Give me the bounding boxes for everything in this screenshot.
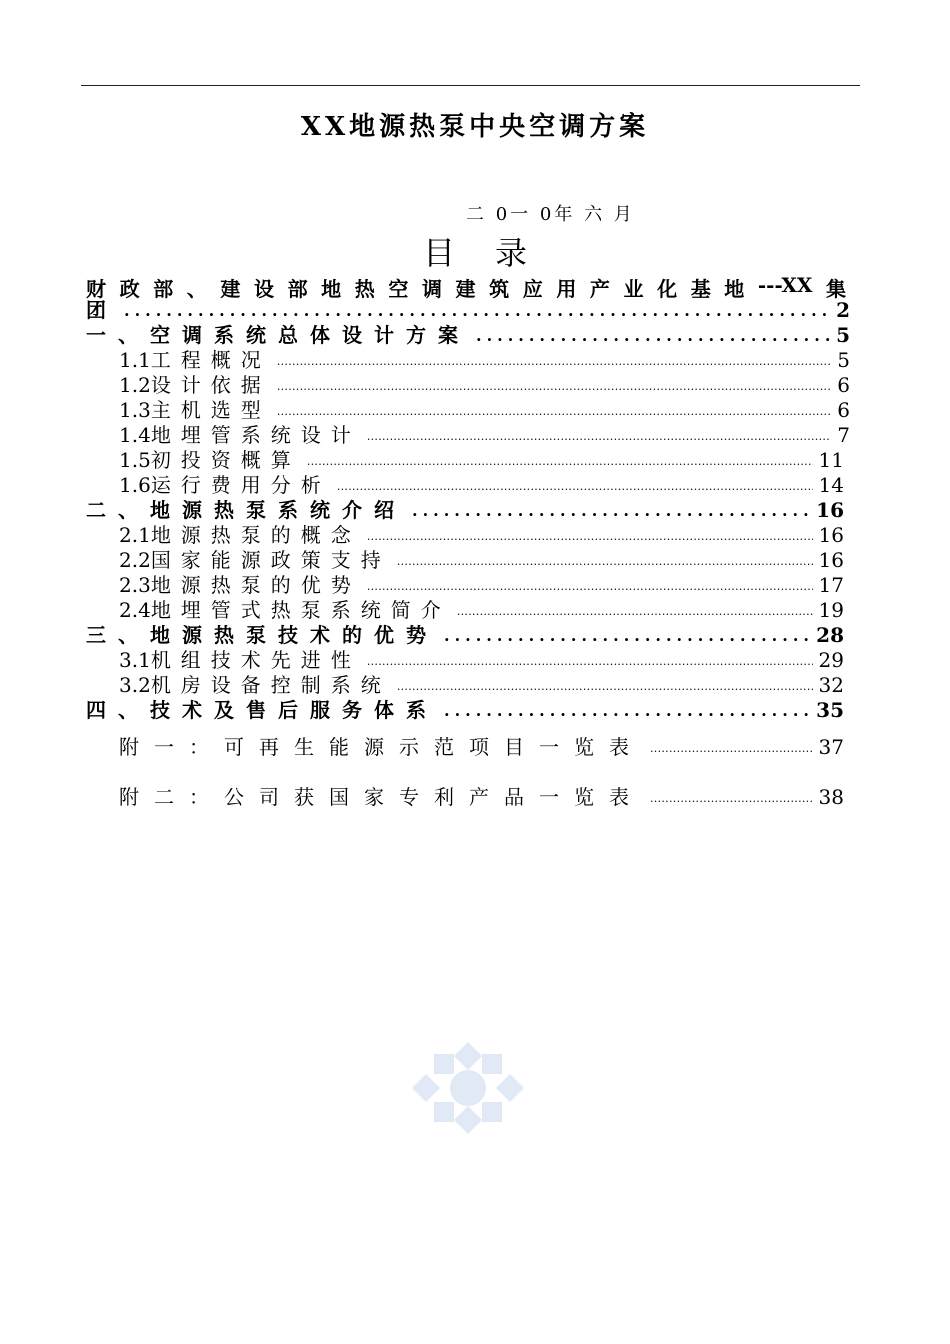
toc-page-number: 16 — [818, 523, 844, 547]
toc-heading-char: 、 — [186, 277, 207, 301]
toc-entry-label — [119, 573, 361, 598]
toc-page-number: 37 — [818, 735, 844, 759]
toc-entry-text: 四、技术及售后服务体系 — [86, 698, 438, 722]
toc-page-number: 38 — [818, 785, 844, 809]
toc-section-entry[interactable] — [119, 673, 844, 698]
toc-leader-dots — [277, 349, 831, 373]
toc-leader-dots — [650, 786, 813, 810]
toc-entry-label — [119, 373, 271, 398]
toc-heading-char: 部 — [153, 277, 174, 301]
toc-entry-text: 地埋管式热泵系统简介 — [150, 598, 451, 622]
toc-entry-text: 机组技术先进性 — [150, 648, 361, 672]
toc-entry-label — [119, 548, 391, 573]
toc-page-number: 11 — [818, 448, 844, 472]
toc-page-number: 28 — [816, 623, 844, 647]
toc-chapter-entry[interactable] — [86, 323, 850, 348]
toc-entry-label — [86, 698, 438, 723]
toc-heading: 目录 — [422, 234, 567, 272]
toc-heading-char: 设 — [253, 277, 274, 301]
toc-page-number: 19 — [818, 598, 844, 622]
toc-page-number: 16 — [816, 498, 844, 522]
snowflake-logo-icon — [412, 1042, 524, 1134]
toc-leader-dots — [337, 474, 813, 498]
document-date: 二 0一 0年 六 月 — [466, 204, 635, 225]
toc-page-number: 14 — [818, 473, 844, 497]
toc-leader-dots — [444, 623, 810, 648]
toc-heading-char: 化 — [657, 277, 678, 301]
toc-section-entry[interactable] — [119, 648, 844, 673]
toc-section-entry[interactable] — [119, 598, 844, 623]
toc-leader-dots — [397, 549, 813, 573]
toc-page-number: 5 — [837, 348, 850, 372]
toc-chapter-entry[interactable] — [86, 623, 844, 648]
toc-page-number: 17 — [818, 573, 844, 597]
toc-heading-char: 部 — [287, 277, 308, 301]
toc-entry-label — [119, 598, 451, 623]
toc-leader-dots — [367, 424, 831, 448]
toc-entry-text: 地源热泵的概念 — [150, 523, 361, 547]
toc-section-entry[interactable] — [119, 448, 844, 473]
toc-heading-char: 地 — [724, 277, 745, 301]
toc-entry-label — [119, 398, 271, 423]
toc-leader-dots — [307, 449, 813, 473]
toc-page-number: 6 — [837, 373, 850, 397]
toc-entry-label — [86, 623, 438, 648]
toc-entry-label: 附一：可再生能源示范项目一览表 — [119, 735, 644, 759]
toc-section-number: 1.4 — [119, 423, 151, 447]
toc-appendix-entry[interactable] — [119, 735, 844, 760]
toc-entry-label: 团 — [86, 298, 118, 322]
toc-leader-dots — [277, 374, 831, 398]
toc-heading-char: 业 — [623, 277, 644, 301]
toc-entry-text: 初投资概算 — [150, 448, 301, 472]
document-title: XX地源热泵中央空调方案 — [300, 112, 650, 142]
toc-entry-text: 工程概况 — [150, 348, 271, 372]
toc-leader-dots — [650, 736, 813, 760]
toc-page-number: 16 — [818, 548, 844, 572]
toc-heading-char: 应 — [522, 277, 543, 301]
toc-leader-dots — [367, 649, 813, 673]
toc-leader-dots — [476, 323, 830, 348]
toc-entry-label — [119, 448, 301, 473]
toc-entry-label — [86, 323, 470, 348]
toc-entry-label — [119, 473, 331, 498]
toc-section-entry[interactable] — [119, 398, 850, 423]
toc-section-number: 1.3 — [119, 398, 151, 422]
toc-heading-char: 用 — [556, 277, 577, 301]
toc-entry-text: 设计依据 — [150, 373, 271, 397]
toc-entry-text: 国家能源政策支持 — [150, 548, 391, 572]
toc-entry-text: 运行费用分析 — [150, 473, 331, 497]
toc-entry-text: 一、空调系统总体设计方案 — [86, 323, 470, 347]
toc-heading-char: 建 — [220, 277, 241, 301]
toc-page-number: 7 — [837, 423, 850, 447]
toc-entry-label — [86, 498, 406, 523]
toc-leader-dots — [444, 698, 810, 723]
toc-leader-dots — [367, 574, 813, 598]
toc-entry-text: 机房设备控制系统 — [150, 673, 391, 697]
toc-heading-char: 建 — [455, 277, 476, 301]
toc-section-number: 1.2 — [119, 373, 151, 397]
toc-section-number: 3.2 — [119, 673, 151, 697]
toc-section-number: 1.6 — [119, 473, 151, 497]
toc-heading-char: 集 — [825, 277, 846, 301]
toc-leader-dots — [277, 399, 831, 423]
toc-section-number: 1.5 — [119, 448, 151, 472]
toc-section-number: 2.1 — [119, 523, 151, 547]
toc-section-number: 2.3 — [119, 573, 151, 597]
toc-heading-char: 基 — [690, 277, 711, 301]
toc-page-number: 2 — [836, 298, 850, 322]
toc-entry-label — [119, 648, 361, 673]
toc-entry-text: 地埋管系统设计 — [150, 423, 361, 447]
toc-entry-text: 地源热泵的优势 — [150, 573, 361, 597]
toc-page-number: 5 — [836, 323, 850, 347]
top-rule — [81, 85, 860, 86]
toc-heading-char: 热 — [354, 277, 375, 301]
toc-section-entry[interactable] — [119, 423, 850, 448]
toc-leader-dots — [412, 498, 810, 523]
toc-heading-char: 空 — [388, 277, 409, 301]
toc-page-number: 6 — [837, 398, 850, 422]
toc-entry-label — [119, 673, 391, 698]
toc-section-number: 3.1 — [119, 648, 151, 672]
toc-chapter-entry[interactable] — [86, 498, 844, 523]
toc-entry-label — [119, 348, 271, 373]
toc-section-entry[interactable] — [119, 548, 844, 573]
toc-page-number: 32 — [818, 673, 844, 697]
toc-entry-text: 主机选型 — [150, 398, 271, 422]
toc-entry-label — [119, 423, 361, 448]
toc-heading-char: 地 — [321, 277, 342, 301]
toc-section-entry[interactable] — [119, 348, 850, 373]
toc-entry-text: 三、地源热泵技术的优势 — [86, 623, 438, 647]
toc-page-number: 29 — [818, 648, 844, 672]
toc-leader-dots — [124, 298, 830, 323]
toc-section-entry[interactable] — [119, 523, 844, 548]
toc-section-number: 1.1 — [119, 348, 151, 372]
toc-section-entry[interactable] — [119, 573, 844, 598]
toc-leader-dots — [367, 524, 813, 548]
toc-section-entry[interactable] — [119, 373, 850, 398]
toc-entry-label: 附二：公司获国家专利产品一览表 — [119, 785, 644, 809]
toc-page-number: 35 — [816, 698, 844, 722]
toc-heading-char: 产 — [589, 277, 610, 301]
toc-leader-dots — [457, 599, 813, 623]
toc-leader-dots — [397, 674, 813, 698]
toc-heading-char: 政 — [119, 277, 140, 301]
toc-section-entry[interactable] — [119, 473, 844, 498]
toc-heading-char: 筑 — [489, 277, 510, 301]
toc-heading-char: 调 — [421, 277, 442, 301]
toc-appendix-entry[interactable] — [119, 785, 844, 810]
toc-entry-text: 二、地源热泵系统介绍 — [86, 498, 406, 522]
toc-first-entry-line2[interactable] — [86, 298, 850, 323]
toc-section-number: 2.4 — [119, 598, 151, 622]
toc-chapter-entry[interactable] — [86, 698, 844, 723]
toc-entry-label — [119, 523, 361, 548]
toc-heading-char: 财 — [86, 277, 106, 301]
toc-section-number: 2.2 — [119, 548, 151, 572]
toc-heading-char: ---XX — [757, 273, 813, 297]
